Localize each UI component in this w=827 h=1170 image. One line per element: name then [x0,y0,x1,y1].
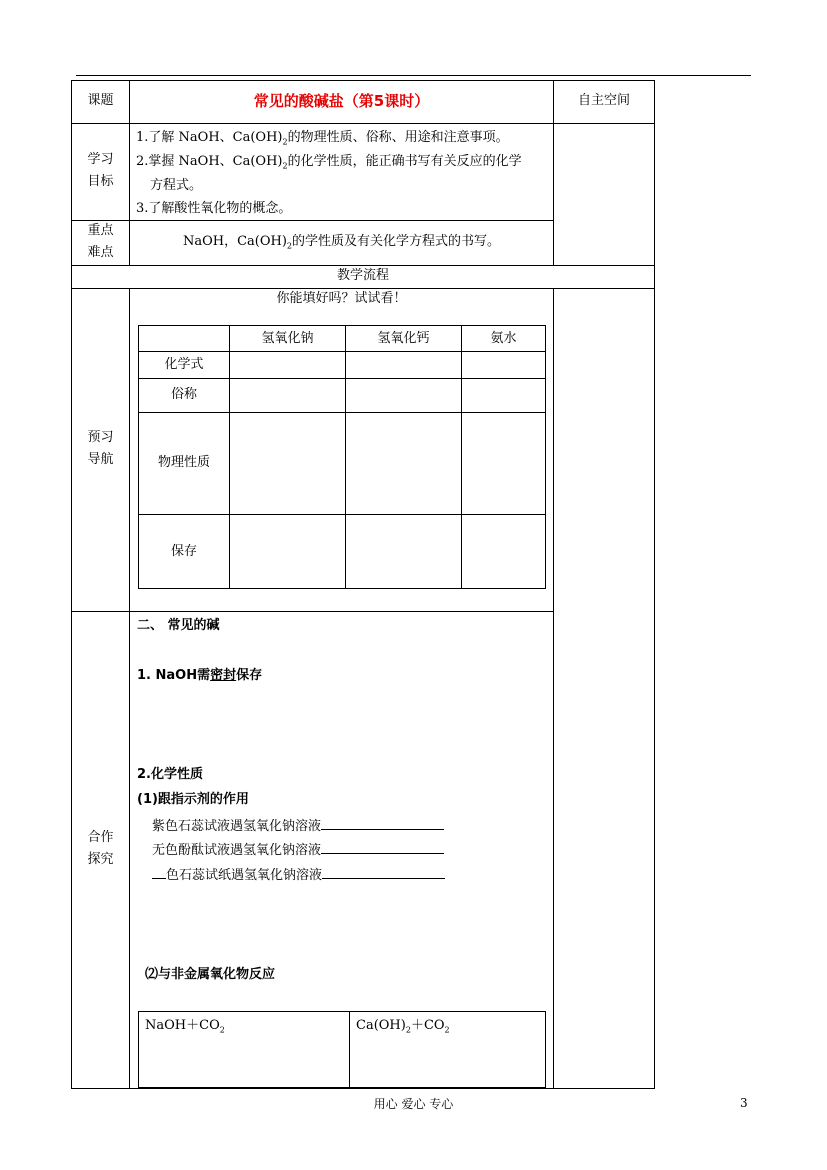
objective-item-3: 3.了解酸性氧化物的概念。 [136,201,292,216]
section-heading-bases: 二、 常见的碱 [137,618,220,633]
key-points-text: NaOH，$Ca(OH)_2$的学性质及有关化学方程式的书写。 [182,234,501,251]
key-points-label: 重点 难点 [87,223,114,260]
indicator-line-3: 色石蕊试纸遇氢氧化钠溶液 [152,864,445,887]
answer-blank[interactable] [152,864,166,879]
answer-blank[interactable] [321,815,444,830]
footer-motto: 用心 爱心 专心 [373,1097,454,1111]
explore-label: 合作 探究 [87,830,114,867]
item-naoh-storage: 1. NaOH需密封保存 [137,668,263,683]
subitem-nonmetal-oxide: ⑵与非金属氧化物反应 [145,967,276,982]
subitem-indicator: (1)跟指示剂的作用 [137,792,249,807]
row-header-storage: 保存 [170,544,197,559]
page-title: 常见的酸碱盐（第5课时） [253,92,430,110]
row-header-common-name: 俗称 [170,387,197,402]
col-header-sodium-hydroxide: 氢氧化钠 [261,331,314,346]
objectives-label: 学习 目标 [87,152,114,189]
row-header-physical-properties: 物理性质 [157,455,210,470]
equation-naoh-co2: $NaOH+CO_2$ [145,1018,225,1035]
page-number: 3 [740,1096,748,1110]
indicator-line-2: 无色酚酞试液遇氢氧化钠溶液 [152,839,444,862]
equation-caoh2-co2: $Ca(OH)_2+CO_2$ [356,1018,450,1035]
teaching-flow-label: 教学流程 [336,268,389,283]
preview-label: 预习 导航 [87,430,114,467]
item-chemical-properties: 2.化学性质 [137,767,203,782]
col-header-ammonia-water: 氨水 [490,331,517,346]
row-header-formula: 化学式 [164,357,204,372]
answer-blank[interactable] [321,839,444,854]
topic-label: 课题 [87,93,114,108]
indicator-line-1: 紫色石蕊试液遇氢氧化钠溶液 [152,815,444,838]
col-header-calcium-hydroxide: 氢氧化钙 [377,331,430,346]
objective-item-1: 1.了解 NaOH、$Ca(OH)_2$的物理性质、俗称、用途和注意事项。 [136,130,509,147]
preview-prompt: 你能填好吗？试试看！ [276,291,407,306]
objective-item-2: 2.掌握 NaOH、$Ca(OH)_2$的化学性质，能正确书写有关反应的化学 [136,154,522,171]
answer-blank[interactable] [322,864,445,879]
top-rule [76,75,751,76]
objective-item-2-cont: 方程式。 [150,178,203,193]
side-column-label: 自主空间 [577,93,630,108]
